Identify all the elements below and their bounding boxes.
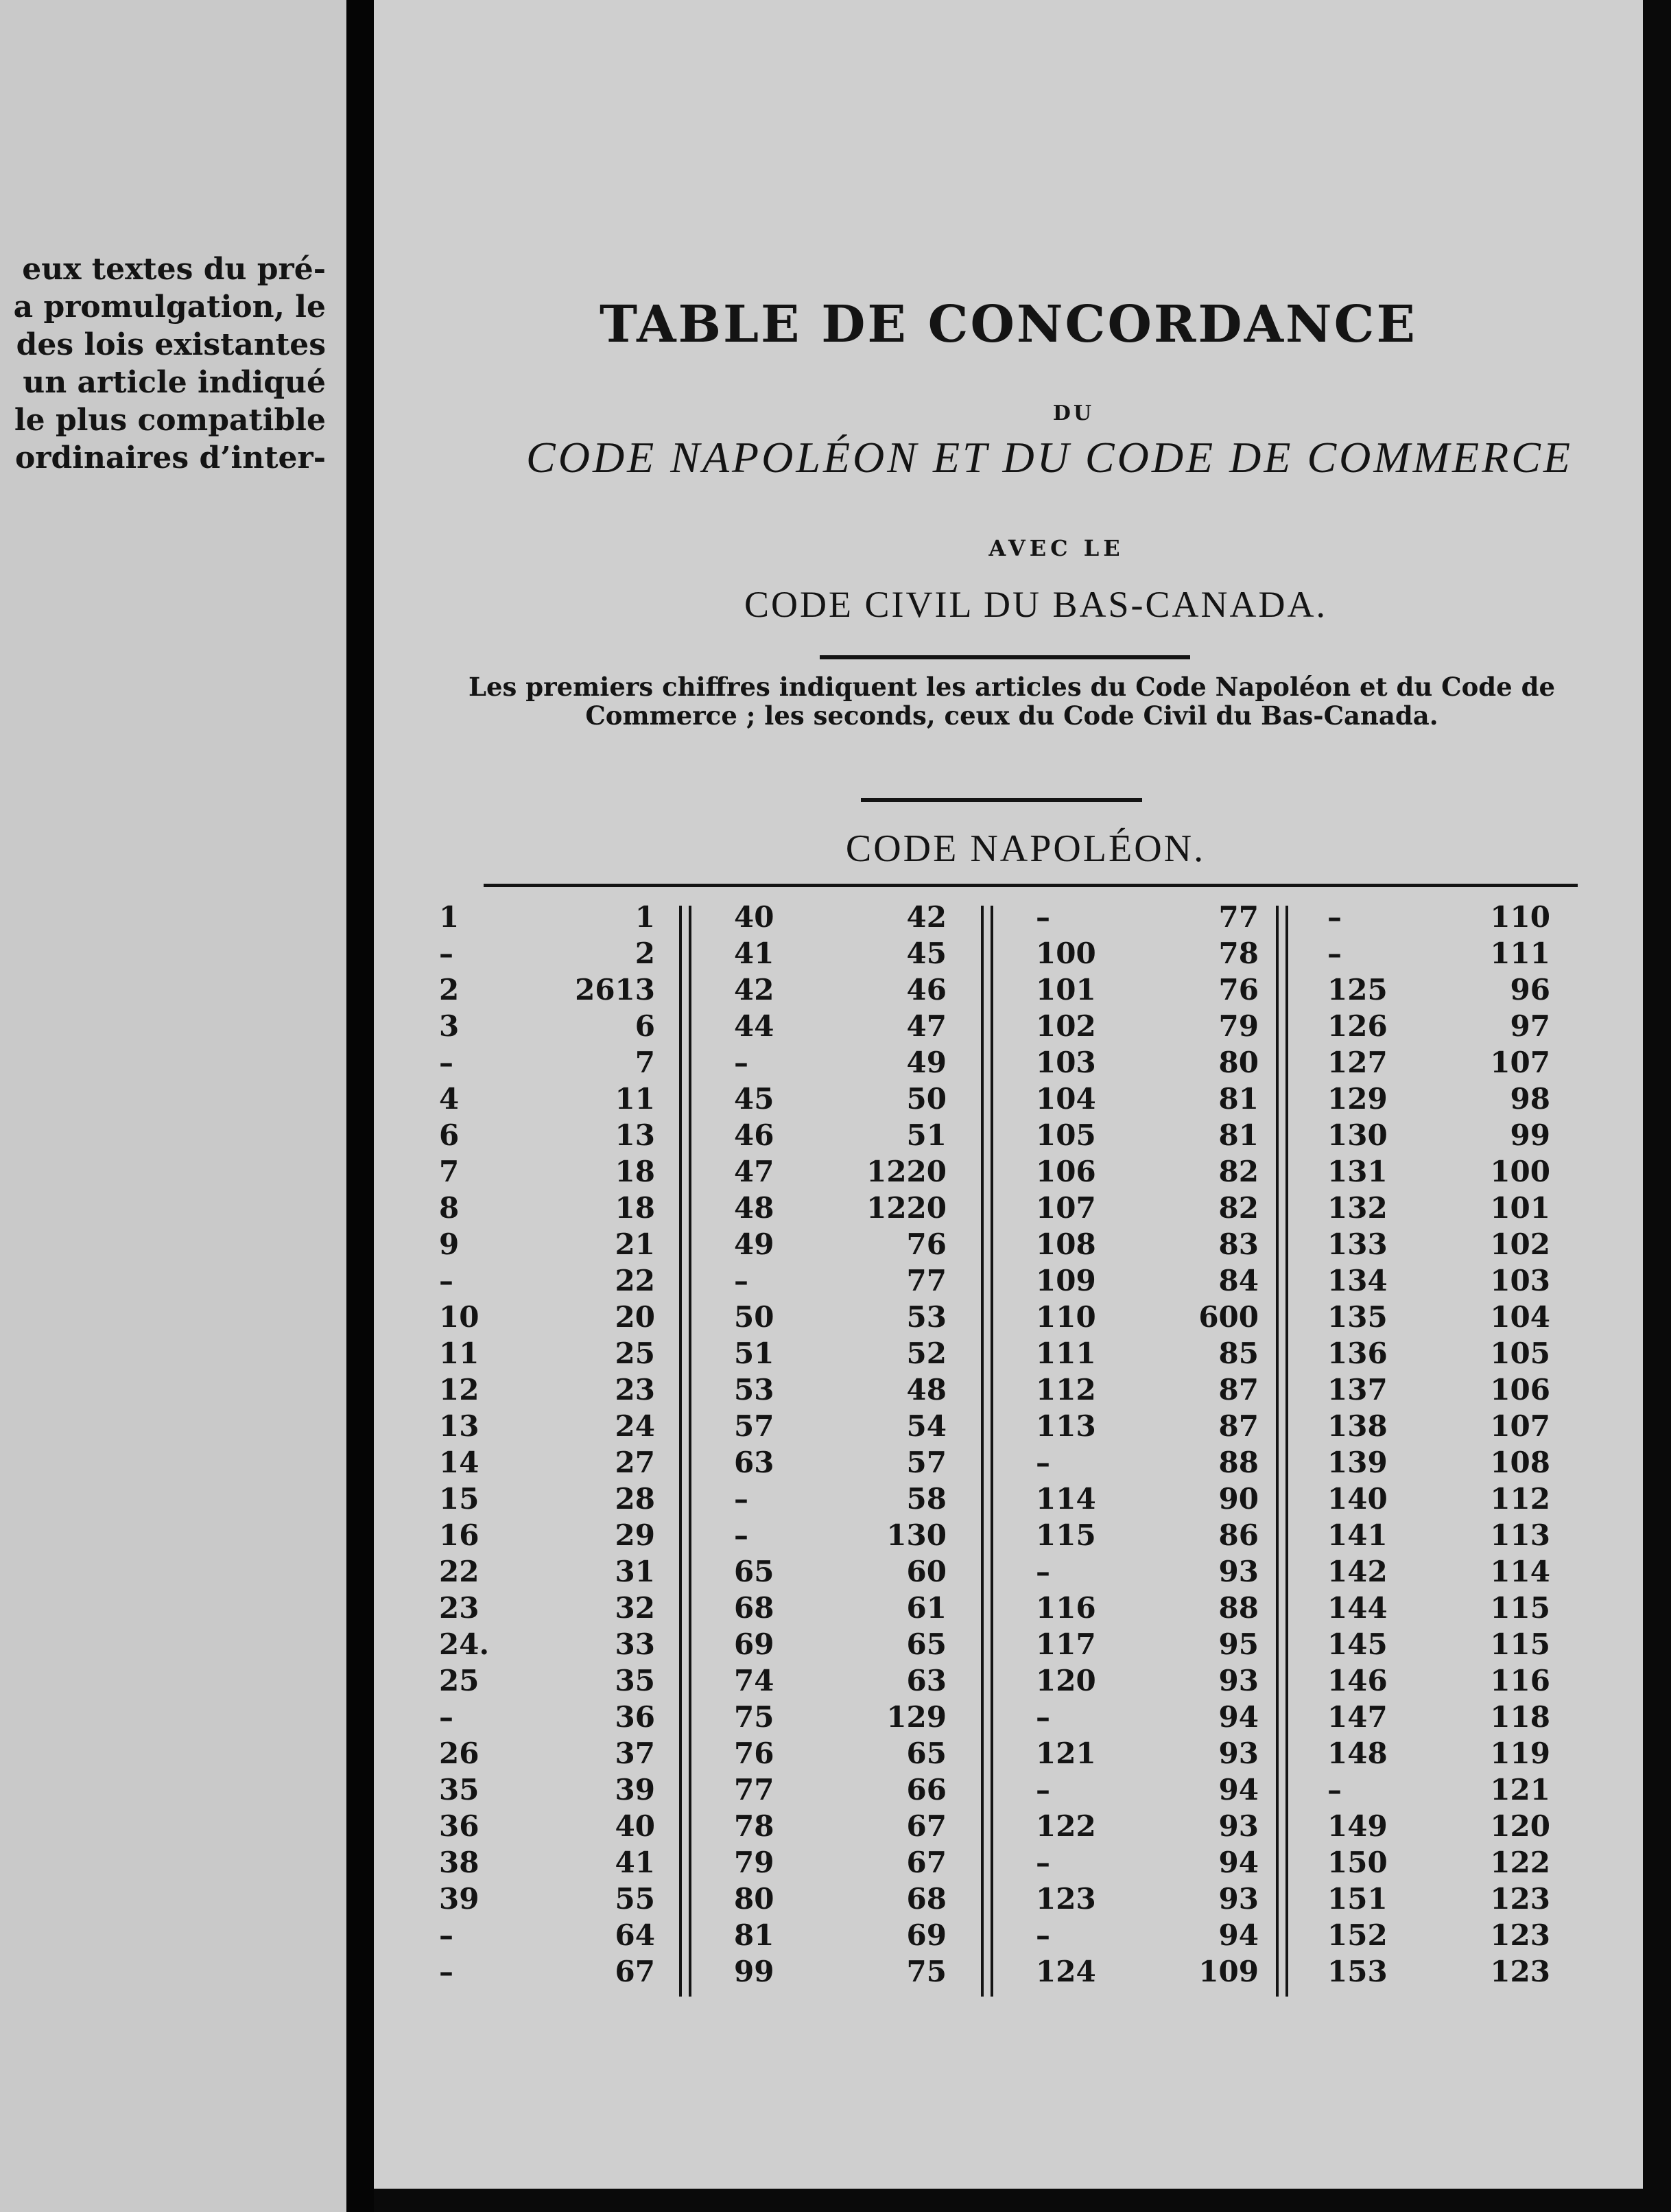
civil-code-article: 121 [1490, 1773, 1550, 1807]
subtitle-connector: AVEC LE [988, 535, 1124, 561]
napoleon-article: – [1036, 1446, 1050, 1479]
napoleon-article: 150 [1327, 1846, 1388, 1879]
civil-code-article: 41 [615, 1846, 655, 1879]
napoleon-article: 10 [439, 1300, 479, 1334]
civil-code-article: 110 [1490, 900, 1550, 934]
napoleon-article: 81 [734, 1918, 774, 1952]
napoleon-article: 7 [439, 1155, 460, 1188]
napoleon-article: 76 [734, 1737, 774, 1770]
civil-code-article: 103 [1490, 1264, 1550, 1297]
civil-code-article: 13 [615, 1118, 655, 1152]
civil-code-article: 2613 [575, 973, 655, 1007]
civil-code-article: 115 [1490, 1627, 1550, 1661]
civil-code-article: 66 [906, 1773, 947, 1807]
napoleon-article: 147 [1327, 1700, 1388, 1734]
table-top-rule [484, 884, 1578, 887]
civil-code-article: 24 [615, 1409, 655, 1443]
napoleon-article: 44 [734, 1009, 774, 1043]
civil-code-article: 95 [1218, 1627, 1259, 1661]
left-page-text-line: a promulgation, le [13, 290, 326, 325]
civil-code-article: 84 [1218, 1264, 1259, 1297]
napoleon-article: 14 [439, 1446, 479, 1479]
civil-code-article: 18 [615, 1155, 655, 1188]
civil-code-article: 77 [1218, 900, 1259, 934]
napoleon-article: 46 [734, 1118, 774, 1152]
civil-code-article: 39 [615, 1773, 655, 1807]
civil-code-article: 114 [1490, 1555, 1550, 1588]
napoleon-article: 153 [1327, 1955, 1388, 1988]
napoleon-article: 80 [734, 1882, 774, 1916]
title-connector: DU [1052, 401, 1095, 425]
civil-code-article: 88 [1218, 1591, 1259, 1625]
civil-code-article: 76 [906, 1227, 947, 1261]
napoleon-article: 1 [439, 900, 460, 934]
napoleon-article: 124 [1036, 1955, 1096, 1988]
napoleon-article: 26 [439, 1737, 479, 1770]
column-separator [1276, 906, 1288, 1997]
civil-code-article: 77 [906, 1264, 947, 1297]
civil-code-article: 122 [1490, 1846, 1550, 1879]
civil-code-article: 118 [1490, 1700, 1550, 1734]
napoleon-article: 127 [1327, 1046, 1388, 1079]
napoleon-article: 78 [734, 1809, 774, 1843]
napoleon-article: 121 [1036, 1737, 1096, 1770]
napoleon-article: – [734, 1482, 748, 1516]
napoleon-article: 57 [734, 1409, 774, 1443]
napoleon-article: 148 [1327, 1737, 1388, 1770]
civil-code-article: 35 [615, 1664, 655, 1697]
napoleon-article: – [1036, 1846, 1050, 1879]
napoleon-article: 3 [439, 1009, 460, 1043]
civil-code-article: 115 [1490, 1591, 1550, 1625]
napoleon-article: – [439, 1700, 453, 1734]
civil-code-article: 82 [1218, 1191, 1259, 1225]
napoleon-article: 16 [439, 1518, 479, 1552]
napoleon-article: 122 [1036, 1809, 1096, 1843]
civil-code-article: 46 [906, 973, 947, 1007]
civil-code-article: 45 [906, 937, 947, 970]
napoleon-article: – [1327, 1773, 1342, 1807]
page-edge [1643, 0, 1671, 2212]
napoleon-article: 8 [439, 1191, 460, 1225]
book-gutter [346, 0, 374, 2212]
napoleon-article: 109 [1036, 1264, 1096, 1297]
civil-code-article: 107 [1490, 1409, 1550, 1443]
civil-code-article: 100 [1490, 1155, 1550, 1188]
column-separator [679, 906, 691, 1997]
civil-code-article: 82 [1218, 1155, 1259, 1188]
civil-code-article: 93 [1218, 1882, 1259, 1916]
civil-code-article: 69 [906, 1918, 947, 1952]
civil-code-article: 85 [1218, 1337, 1259, 1370]
napoleon-article: 123 [1036, 1882, 1096, 1916]
napoleon-article: 77 [734, 1773, 774, 1807]
civil-code-article: 47 [906, 1009, 947, 1043]
explanatory-note: Les premiers chiffres indiquent les articles du Code Napoléon et du Code de Commerce ; les seconds, ceux du Code Civil du Bas-Canada. [468, 672, 1556, 731]
napoleon-article: 74 [734, 1664, 774, 1697]
civil-code-article: 93 [1218, 1555, 1259, 1588]
napoleon-article: 50 [734, 1300, 774, 1334]
civil-code-article: 75 [906, 1955, 947, 1988]
left-page-text-line: des lois existantes [16, 327, 326, 362]
civil-code-article: 86 [1218, 1518, 1259, 1552]
napoleon-article: – [439, 1264, 453, 1297]
right-page [374, 0, 1643, 2189]
civil-code-article: 94 [1218, 1773, 1259, 1807]
napoleon-article: 13 [439, 1409, 479, 1443]
civil-code-article: 79 [1218, 1009, 1259, 1043]
napoleon-article: 134 [1327, 1264, 1388, 1297]
civil-code-article: 53 [906, 1300, 947, 1334]
civil-code-article: 65 [906, 1627, 947, 1661]
napoleon-article: – [1327, 937, 1342, 970]
civil-code-article: 18 [615, 1191, 655, 1225]
civil-code-article: 57 [906, 1446, 947, 1479]
napoleon-article: 15 [439, 1482, 479, 1516]
left-page-text-line: eux textes du pré- [22, 252, 326, 287]
civil-code-article: 22 [615, 1264, 655, 1297]
napoleon-article: 69 [734, 1627, 774, 1661]
napoleon-article: 106 [1036, 1155, 1096, 1188]
civil-code-article: 6 [635, 1009, 655, 1043]
civil-code-article: 120 [1490, 1809, 1550, 1843]
civil-code-article: 108 [1490, 1446, 1550, 1479]
civil-code-article: 67 [906, 1846, 947, 1879]
civil-code-article: 130 [886, 1518, 947, 1552]
civil-code-article: 94 [1218, 1700, 1259, 1734]
civil-code-article: 98 [1510, 1082, 1550, 1116]
napoleon-article: 145 [1327, 1627, 1388, 1661]
civil-code-article: 11 [615, 1082, 655, 1116]
napoleon-article: 9 [439, 1227, 460, 1261]
napoleon-article: – [1327, 900, 1342, 934]
napoleon-article: 104 [1036, 1082, 1096, 1116]
napoleon-article: 36 [439, 1809, 479, 1843]
civil-code-article: 93 [1218, 1664, 1259, 1697]
napoleon-article: 103 [1036, 1046, 1096, 1079]
civil-code-article: 104 [1490, 1300, 1550, 1334]
civil-code-article: 23 [615, 1373, 655, 1407]
napoleon-article: 40 [734, 900, 774, 934]
napoleon-article: 23 [439, 1591, 479, 1625]
civil-code-article: 64 [615, 1918, 655, 1952]
civil-code-article: 37 [615, 1737, 655, 1770]
napoleon-article: 22 [439, 1555, 479, 1588]
napoleon-article: 116 [1036, 1591, 1096, 1625]
civil-code-article: 67 [906, 1809, 947, 1843]
napoleon-article: 11 [439, 1337, 479, 1370]
napoleon-article: – [439, 1918, 453, 1952]
civil-code-article: 63 [906, 1664, 947, 1697]
page-subtitle: CODE NAPOLÉON ET DU CODE DE COMMERCE [526, 433, 1573, 482]
civil-code-article: 1 [635, 900, 655, 934]
napoleon-article: – [734, 1264, 748, 1297]
civil-code-article: 111 [1490, 937, 1550, 970]
civil-code-article: 55 [615, 1882, 655, 1916]
civil-code-article: 31 [615, 1555, 655, 1588]
civil-code-article: 76 [1218, 973, 1259, 1007]
civil-code-article: 42 [906, 900, 947, 934]
civil-code-article: 32 [615, 1591, 655, 1625]
napoleon-article: 65 [734, 1555, 774, 1588]
civil-code-article: 21 [615, 1227, 655, 1261]
napoleon-article: 142 [1327, 1555, 1388, 1588]
napoleon-article: 99 [734, 1955, 774, 1988]
page-title: TABLE DE CONCORDANCE [600, 295, 1417, 354]
napoleon-article: – [439, 1046, 453, 1079]
napoleon-article: 133 [1327, 1227, 1388, 1261]
napoleon-article: 115 [1036, 1518, 1096, 1552]
napoleon-article: 51 [734, 1337, 774, 1370]
left-page-text-line: le plus compatible [14, 403, 326, 438]
napoleon-article: 75 [734, 1700, 774, 1734]
civil-code-article: 54 [906, 1409, 947, 1443]
civil-code-article: 123 [1490, 1918, 1550, 1952]
napoleon-article: 110 [1036, 1300, 1096, 1334]
napoleon-article: 45 [734, 1082, 774, 1116]
civil-code-article: 25 [615, 1337, 655, 1370]
napoleon-article: 132 [1327, 1191, 1388, 1225]
civil-code-article: 27 [615, 1446, 655, 1479]
civil-code-article: 36 [615, 1700, 655, 1734]
napoleon-article: 53 [734, 1373, 774, 1407]
napoleon-article: 47 [734, 1155, 774, 1188]
napoleon-article: 42 [734, 973, 774, 1007]
civil-code-article: 90 [1218, 1482, 1259, 1516]
civil-code-article: 2 [635, 937, 655, 970]
civil-code-article: 94 [1218, 1918, 1259, 1952]
column-separator [981, 906, 993, 1997]
napoleon-article: 136 [1327, 1337, 1388, 1370]
napoleon-article: 100 [1036, 937, 1096, 970]
napoleon-article: 151 [1327, 1882, 1388, 1916]
napoleon-article: 101 [1036, 973, 1096, 1007]
napoleon-article: 68 [734, 1591, 774, 1625]
napoleon-article: 138 [1327, 1409, 1388, 1443]
civil-code-article: 106 [1490, 1373, 1550, 1407]
napoleon-article: 125 [1327, 973, 1388, 1007]
civil-code-article: 61 [906, 1591, 947, 1625]
napoleon-article: 105 [1036, 1118, 1096, 1152]
napoleon-article: 120 [1036, 1664, 1096, 1697]
civil-code-article: 81 [1218, 1118, 1259, 1152]
napoleon-article: 140 [1327, 1482, 1388, 1516]
civil-code-article: 119 [1490, 1737, 1550, 1770]
civil-code-article: 123 [1490, 1955, 1550, 1988]
napoleon-article: 102 [1036, 1009, 1096, 1043]
napoleon-article: 39 [439, 1882, 479, 1916]
napoleon-article: – [734, 1046, 748, 1079]
civil-code-article: 80 [1218, 1046, 1259, 1079]
civil-code-article: 600 [1198, 1300, 1259, 1334]
civil-code-article: 96 [1510, 973, 1550, 1007]
napoleon-article: 6 [439, 1118, 460, 1152]
napoleon-article: 79 [734, 1846, 774, 1879]
civil-code-article: 28 [615, 1482, 655, 1516]
code-civil-heading: CODE CIVIL DU BAS-CANADA. [744, 584, 1327, 625]
napoleon-article: – [734, 1518, 748, 1552]
civil-code-article: 68 [906, 1882, 947, 1916]
napoleon-article: 114 [1036, 1482, 1096, 1516]
napoleon-article: 130 [1327, 1118, 1388, 1152]
civil-code-article: 87 [1218, 1373, 1259, 1407]
civil-code-article: 94 [1218, 1846, 1259, 1879]
napoleon-article: 111 [1036, 1337, 1096, 1370]
civil-code-article: 29 [615, 1518, 655, 1552]
napoleon-article: 41 [734, 937, 774, 970]
napoleon-article: 131 [1327, 1155, 1388, 1188]
napoleon-article: 113 [1036, 1409, 1096, 1443]
left-page-text-line: ordinaires d’inter- [14, 440, 326, 475]
napoleon-article: 135 [1327, 1300, 1388, 1334]
civil-code-article: 87 [1218, 1409, 1259, 1443]
napoleon-article: – [1036, 900, 1050, 934]
civil-code-article: 113 [1490, 1518, 1550, 1552]
napoleon-article: 12 [439, 1373, 479, 1407]
civil-code-article: 129 [886, 1700, 947, 1734]
napoleon-article: – [439, 937, 453, 970]
left-page-text-line: un article indiqué [23, 365, 326, 400]
napoleon-article: – [1036, 1773, 1050, 1807]
civil-code-article: 7 [635, 1046, 655, 1079]
civil-code-article: 93 [1218, 1737, 1259, 1770]
civil-code-article: 50 [906, 1082, 947, 1116]
napoleon-article: 25 [439, 1664, 479, 1697]
napoleon-article: 152 [1327, 1918, 1388, 1952]
napoleon-article: 4 [439, 1082, 460, 1116]
napoleon-article: 139 [1327, 1446, 1388, 1479]
civil-code-article: 88 [1218, 1446, 1259, 1479]
civil-code-article: 93 [1218, 1809, 1259, 1843]
napoleon-article: 35 [439, 1773, 479, 1807]
napoleon-article: 63 [734, 1446, 774, 1479]
civil-code-article: 109 [1198, 1955, 1259, 1988]
napoleon-article: – [1036, 1555, 1050, 1588]
civil-code-article: 1220 [866, 1155, 947, 1188]
civil-code-article: 40 [615, 1809, 655, 1843]
napoleon-article: 49 [734, 1227, 774, 1261]
concordance-table [374, 0, 1643, 2189]
civil-code-article: 112 [1490, 1482, 1550, 1516]
napoleon-article: 117 [1036, 1627, 1096, 1661]
civil-code-article: 65 [906, 1737, 947, 1770]
napoleon-article: 149 [1327, 1809, 1388, 1843]
civil-code-article: 67 [615, 1955, 655, 1988]
napoleon-article: 107 [1036, 1191, 1096, 1225]
civil-code-article: 105 [1490, 1337, 1550, 1370]
civil-code-article: 83 [1218, 1227, 1259, 1261]
civil-code-article: 101 [1490, 1191, 1550, 1225]
civil-code-article: 116 [1490, 1664, 1550, 1697]
left-page [0, 0, 346, 2212]
civil-code-article: 1220 [866, 1191, 947, 1225]
civil-code-article: 58 [906, 1482, 947, 1516]
civil-code-article: 48 [906, 1373, 947, 1407]
civil-code-article: 33 [615, 1627, 655, 1661]
napoleon-article: 144 [1327, 1591, 1388, 1625]
civil-code-article: 81 [1218, 1082, 1259, 1116]
civil-code-article: 51 [906, 1118, 947, 1152]
napoleon-article: 108 [1036, 1227, 1096, 1261]
napoleon-article: – [1036, 1700, 1050, 1734]
napoleon-article: 146 [1327, 1664, 1388, 1697]
civil-code-article: 78 [1218, 937, 1259, 970]
civil-code-article: 123 [1490, 1882, 1550, 1916]
napoleon-article: – [439, 1955, 453, 1988]
civil-code-article: 60 [906, 1555, 947, 1588]
napoleon-article: 126 [1327, 1009, 1388, 1043]
napoleon-article: 137 [1327, 1373, 1388, 1407]
napoleon-article: – [1036, 1918, 1050, 1952]
napoleon-article: 141 [1327, 1518, 1388, 1552]
civil-code-article: 97 [1510, 1009, 1550, 1043]
napoleon-article: 24. [439, 1627, 490, 1661]
civil-code-article: 52 [906, 1337, 947, 1370]
civil-code-article: 102 [1490, 1227, 1550, 1261]
napoleon-article: 48 [734, 1191, 774, 1225]
napoleon-article: 129 [1327, 1082, 1388, 1116]
civil-code-article: 107 [1490, 1046, 1550, 1079]
napoleon-article: 38 [439, 1846, 479, 1879]
civil-code-article: 20 [615, 1300, 655, 1334]
napoleon-article: 112 [1036, 1373, 1096, 1407]
napoleon-article: 2 [439, 973, 460, 1007]
civil-code-article: 99 [1510, 1118, 1550, 1152]
section-title: CODE NAPOLÉON. [845, 827, 1206, 870]
civil-code-article: 49 [906, 1046, 947, 1079]
